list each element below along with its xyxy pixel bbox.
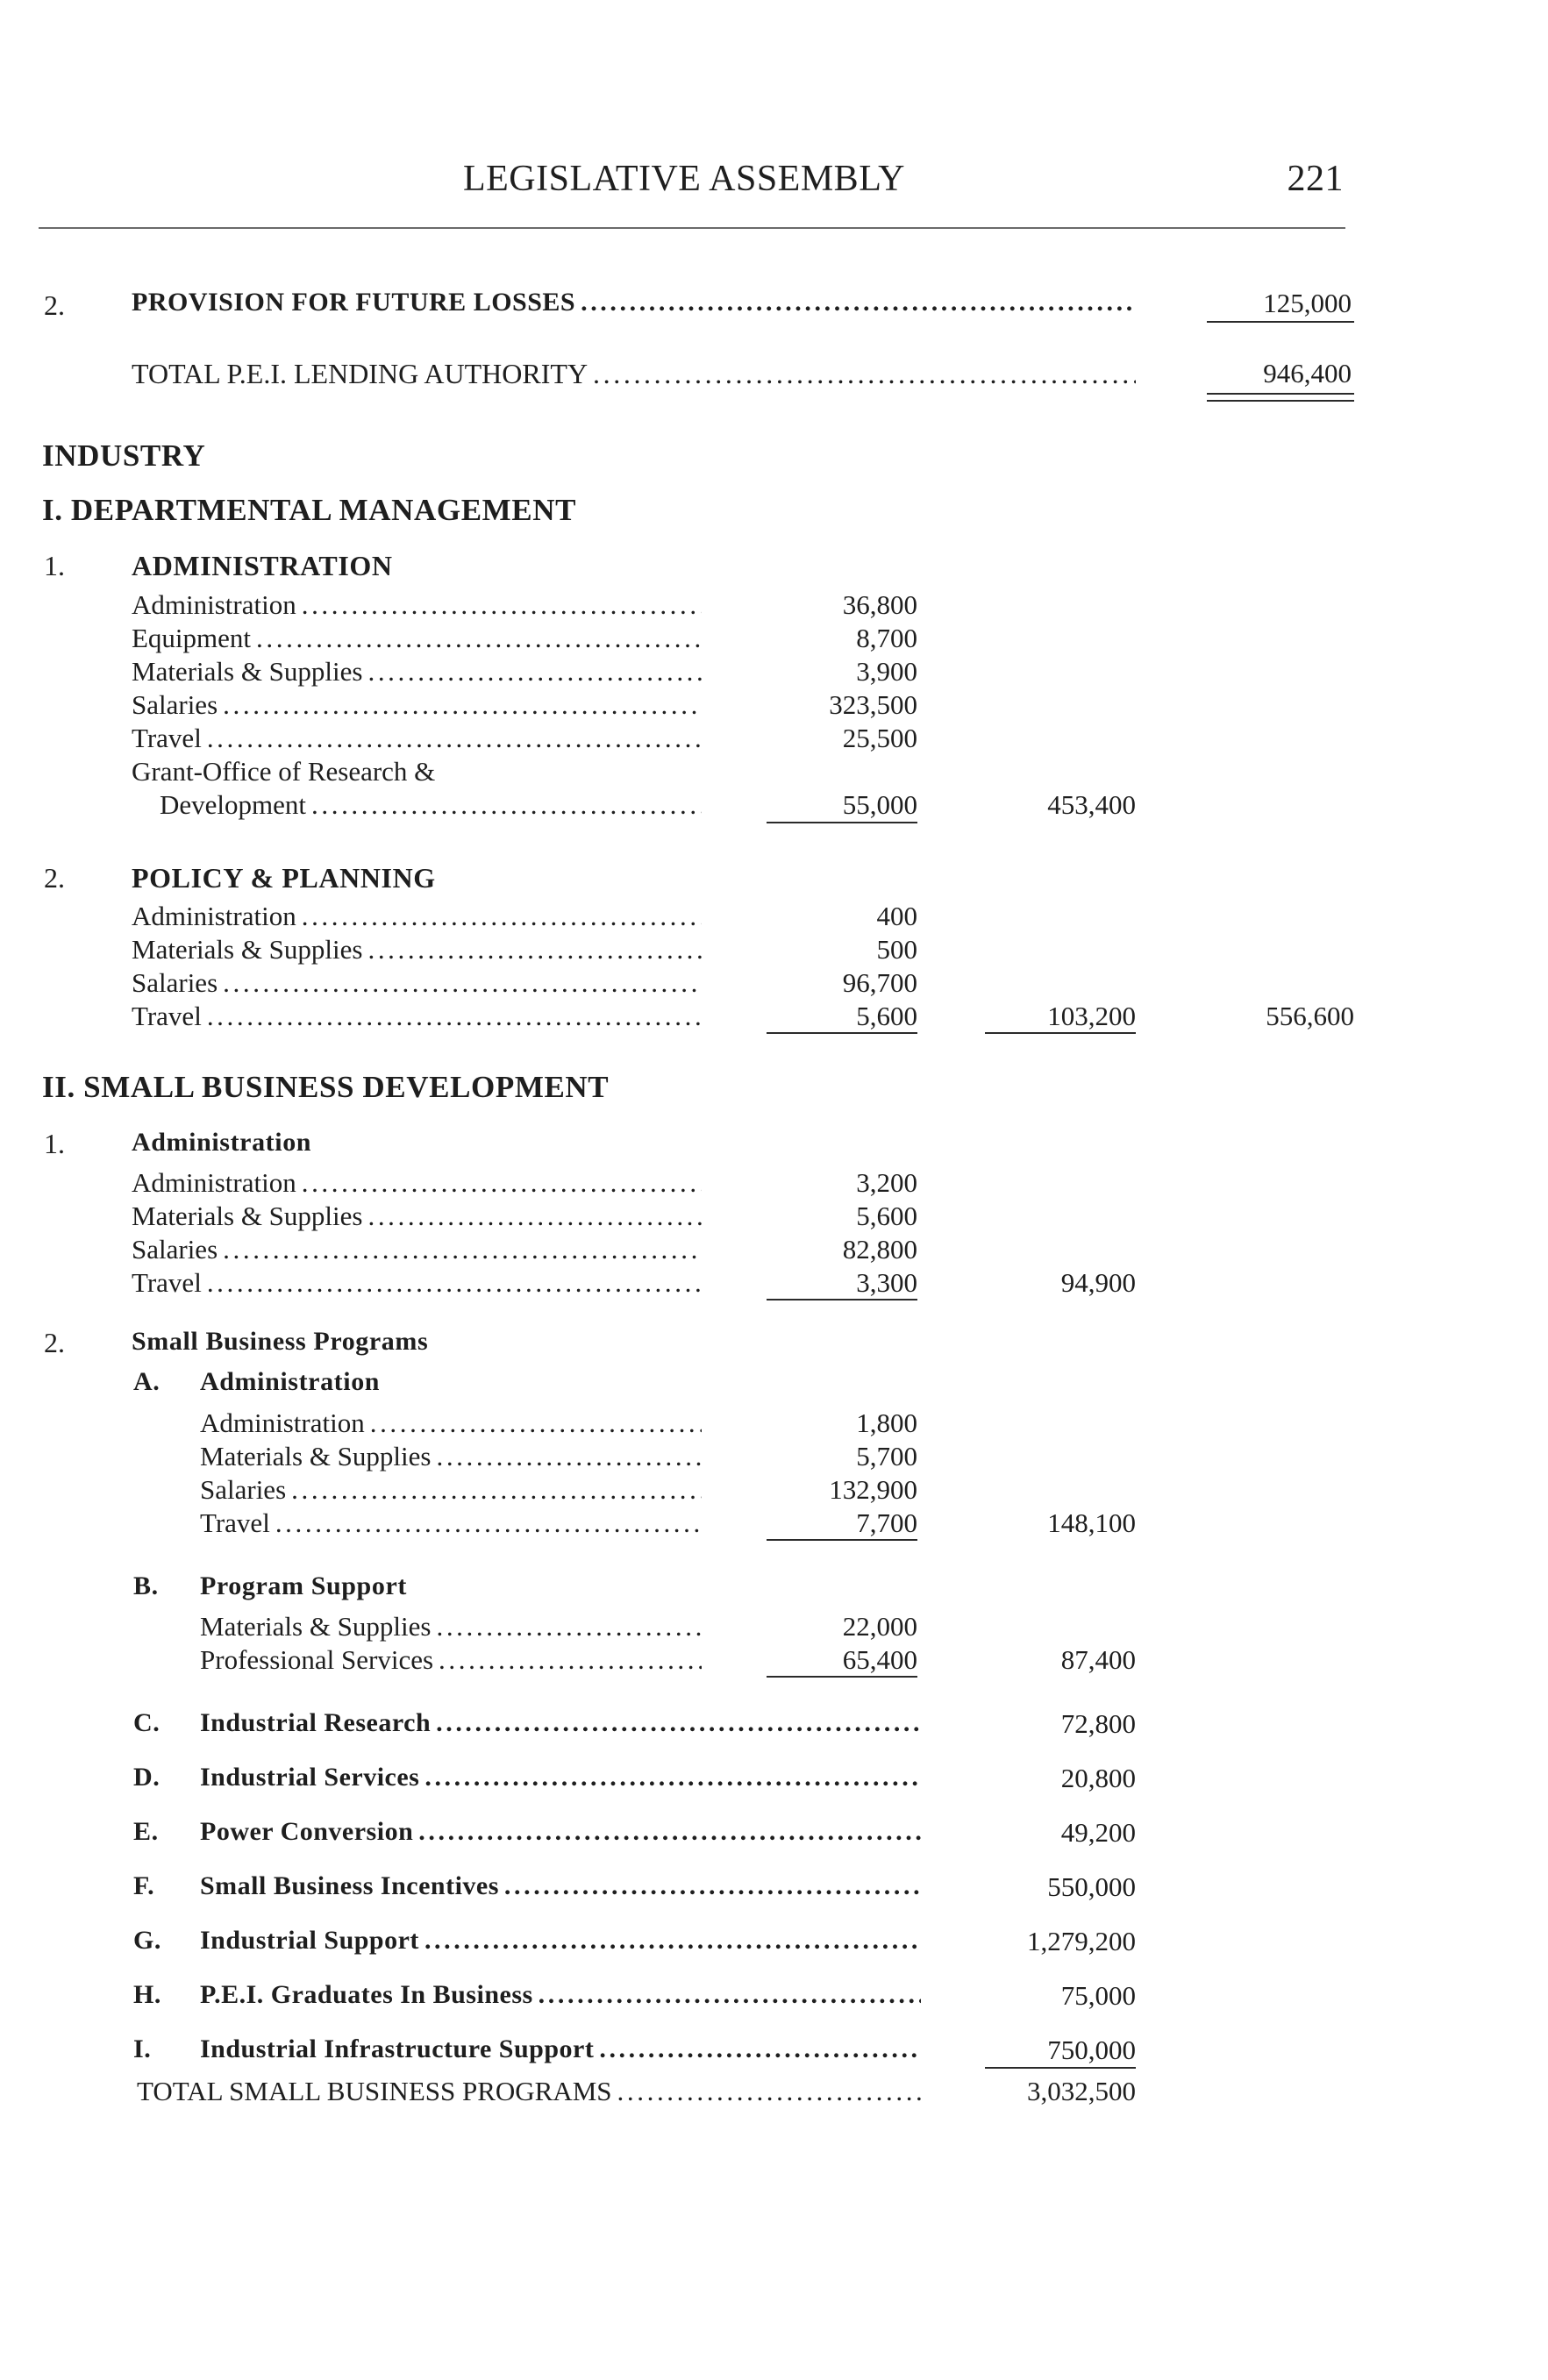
line-value: 3,300 bbox=[856, 1267, 917, 1298]
program-line: Industrial Services ..... bbox=[200, 1763, 921, 1792]
line-item: Equipment ..... bbox=[132, 623, 702, 654]
line-item: Materials & Supplies ..... bbox=[132, 934, 702, 966]
sb-programs-total-value: 3,032,500 bbox=[1027, 2076, 1136, 2106]
policy-subtotal: 103,200 bbox=[1047, 1001, 1136, 1031]
program-B-title: Program Support bbox=[200, 1571, 407, 1600]
program-A-underline bbox=[767, 1539, 917, 1541]
line-value: 5,600 bbox=[856, 1001, 917, 1031]
program-value: 72,800 bbox=[1060, 1708, 1136, 1739]
sb-admin-number: 1. bbox=[44, 1128, 65, 1159]
provision-underline bbox=[1207, 321, 1354, 323]
admin-section-number: 1. bbox=[44, 550, 65, 581]
program-letter: C. bbox=[133, 1708, 161, 1737]
program-letter: F. bbox=[133, 1871, 155, 1900]
sb-admin-subtotal: 94,900 bbox=[1060, 1267, 1136, 1298]
line-item: Materials & Supplies ..... bbox=[200, 1611, 702, 1642]
sb-admin-underline bbox=[767, 1299, 917, 1300]
provision-label: PROVISION FOR FUTURE LOSSES bbox=[132, 288, 576, 317]
program-line: Industrial Research ..... bbox=[200, 1708, 921, 1738]
provision-line bbox=[132, 288, 1136, 317]
program-letter: G. bbox=[133, 1926, 162, 1955]
line-value: 400 bbox=[876, 901, 917, 931]
line-item: Materials & Supplies ..... bbox=[132, 1201, 702, 1232]
admin-subtotal: 453,400 bbox=[1047, 789, 1136, 820]
line-value: 1,800 bbox=[856, 1407, 917, 1438]
line-value: 3,900 bbox=[856, 656, 917, 687]
line-item: Travel ..... bbox=[132, 723, 702, 754]
line-item: Administration ..... bbox=[132, 901, 702, 932]
line-value: 65,400 bbox=[842, 1644, 917, 1675]
policy-section-number: 2. bbox=[44, 862, 65, 894]
line-value: 7,700 bbox=[856, 1507, 917, 1538]
line-item: Administration ..... bbox=[200, 1407, 702, 1439]
line-item: Salaries ..... bbox=[132, 1234, 702, 1265]
line-item: Development ..... bbox=[160, 789, 702, 821]
departmental-management-heading: I. DEPARTMENTAL MANAGEMENT bbox=[42, 493, 577, 527]
policy-section-title: POLICY & PLANNING bbox=[132, 862, 436, 894]
line-value: 8,700 bbox=[856, 623, 917, 653]
program-letter: I. bbox=[133, 2034, 152, 2063]
program-value: 550,000 bbox=[1047, 1871, 1136, 1902]
program-line: Small Business Incentives ..... bbox=[200, 1871, 921, 1901]
header-rule bbox=[39, 227, 1345, 229]
sb-admin-title: Administration bbox=[132, 1128, 312, 1157]
line-item: Salaries ..... bbox=[132, 967, 702, 999]
leader-dots bbox=[575, 288, 1136, 317]
sb-programs-title: Small Business Programs bbox=[132, 1327, 429, 1356]
line-value: 82,800 bbox=[842, 1234, 917, 1265]
line-item: Materials & Supplies ..... bbox=[200, 1441, 702, 1472]
lending-total-label: TOTAL P.E.I. LENDING AUTHORITY bbox=[132, 358, 589, 389]
program-A-letter: A. bbox=[133, 1367, 161, 1396]
departmental-total: 556,600 bbox=[1266, 1001, 1354, 1031]
line-item: Salaries ..... bbox=[132, 689, 702, 721]
program-letter: D. bbox=[133, 1763, 161, 1792]
leader-dots bbox=[588, 358, 1136, 390]
line-item: Materials & Supplies ..... bbox=[132, 656, 702, 688]
lending-total-value: 946,400 bbox=[1263, 358, 1352, 388]
program-B-underline bbox=[767, 1676, 917, 1678]
industry-heading: INDUSTRY bbox=[42, 438, 206, 473]
program-value: 1,279,200 bbox=[1027, 1926, 1136, 1956]
line-item: Professional Services ..... bbox=[200, 1644, 702, 1676]
program-A-subtotal: 148,100 bbox=[1047, 1507, 1136, 1538]
program-value: 20,800 bbox=[1060, 1763, 1136, 1793]
lending-total-line bbox=[132, 358, 1136, 390]
grant-label-line1: Grant-Office of Research & bbox=[132, 756, 436, 787]
line-value: 132,900 bbox=[829, 1474, 917, 1505]
program-value: 750,000 bbox=[1047, 2034, 1136, 2065]
line-value: 36,800 bbox=[842, 589, 917, 620]
policy-underline-c2 bbox=[985, 1032, 1136, 1034]
line-item: Travel ..... bbox=[132, 1001, 702, 1032]
program-letter: H. bbox=[133, 1980, 162, 2009]
program-A-title: Administration bbox=[200, 1367, 381, 1396]
line-value: 500 bbox=[876, 934, 917, 965]
program-B-subtotal: 87,400 bbox=[1060, 1644, 1136, 1675]
sb-programs-total-line bbox=[137, 2076, 921, 2107]
provision-number: 2. bbox=[44, 289, 65, 321]
line-value: 3,200 bbox=[856, 1167, 917, 1198]
program-value: 75,000 bbox=[1060, 1980, 1136, 2011]
lending-double-underline-1 bbox=[1207, 393, 1354, 395]
programs-underline bbox=[985, 2067, 1136, 2069]
provision-value: 125,000 bbox=[1263, 288, 1352, 318]
lending-double-underline-2 bbox=[1207, 400, 1354, 402]
line-value: 5,600 bbox=[856, 1201, 917, 1231]
page-title: LEGISLATIVE ASSEMBLY bbox=[463, 159, 905, 199]
grant-value: 55,000 bbox=[842, 789, 917, 820]
program-value: 49,200 bbox=[1060, 1817, 1136, 1848]
line-item: Administration ..... bbox=[132, 1167, 702, 1199]
program-line: Power Conversion ..... bbox=[200, 1817, 921, 1847]
line-item: Administration ..... bbox=[132, 589, 702, 621]
admin-underline bbox=[767, 822, 917, 823]
line-value: 25,500 bbox=[842, 723, 917, 753]
program-letter: E. bbox=[133, 1817, 159, 1846]
page-number: 221 bbox=[1287, 159, 1344, 199]
admin-section-title: ADMINISTRATION bbox=[132, 550, 393, 581]
program-B-letter: B. bbox=[133, 1571, 159, 1600]
line-item: Travel ..... bbox=[200, 1507, 702, 1539]
line-item: Salaries ..... bbox=[200, 1474, 702, 1506]
sb-programs-total-label: TOTAL SMALL BUSINESS PROGRAMS bbox=[137, 2076, 612, 2106]
program-line: Industrial Infrastructure Support ..... bbox=[200, 2034, 921, 2064]
policy-underline-c1 bbox=[767, 1032, 917, 1034]
sb-programs-number: 2. bbox=[44, 1327, 65, 1358]
line-value: 5,700 bbox=[856, 1441, 917, 1471]
program-line: P.E.I. Graduates In Business ..... bbox=[200, 1980, 921, 2010]
line-value: 22,000 bbox=[842, 1611, 917, 1642]
small-business-heading: II. SMALL BUSINESS DEVELOPMENT bbox=[42, 1070, 610, 1104]
line-value: 323,500 bbox=[829, 689, 917, 720]
line-value: 96,700 bbox=[842, 967, 917, 998]
program-line: Industrial Support ..... bbox=[200, 1926, 921, 1956]
line-item: Travel ..... bbox=[132, 1267, 702, 1299]
